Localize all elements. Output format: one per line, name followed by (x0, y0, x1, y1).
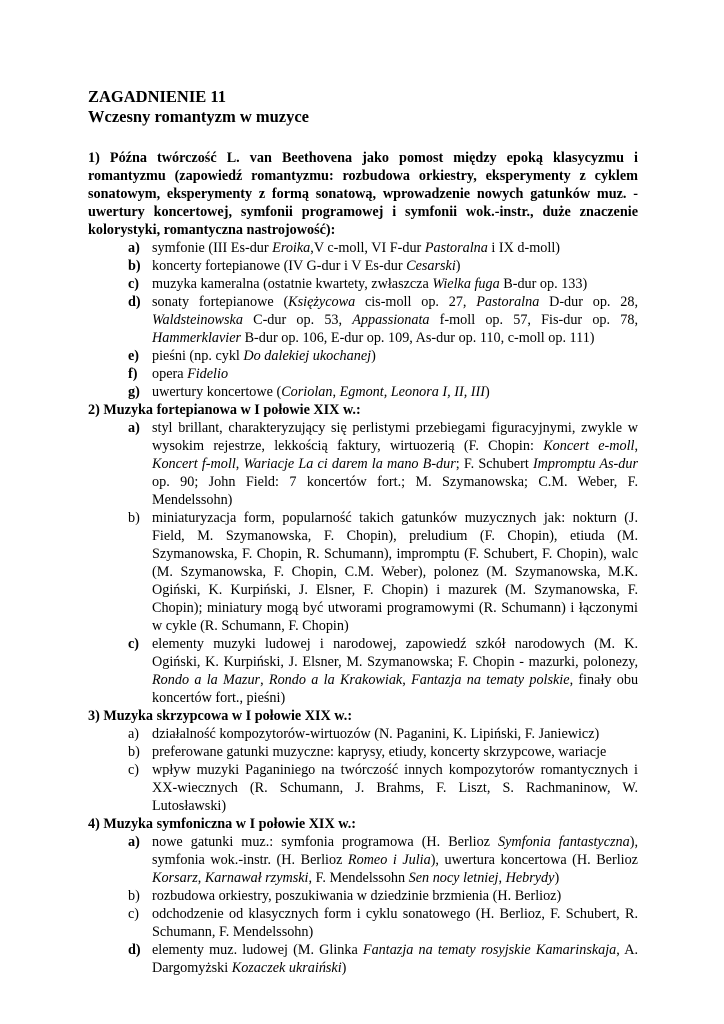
page-title: ZAGADNIENIE 11 (88, 87, 226, 106)
list-item-text: C-dur op. 53, (242, 312, 353, 328)
list-item-text: , finały obu koncertów fort., pieśni) (152, 672, 639, 706)
list-item-text: muzyka kameralna (ostatnie kwartety, zwłaszcza (152, 276, 433, 292)
list-item (88, 941, 638, 977)
list-item-text: ) (455, 258, 461, 274)
italic-work-title: Impromptu As-dur (532, 456, 638, 472)
list-item-text: odchodzenie od klasycznych form i cyklu sonatowego (H. Berlioz, F. Schubert, R. Schumann, F. Mendelssohn) (152, 906, 638, 940)
italic-work-title: Romeo i Julia (347, 852, 431, 868)
list-item-marker: b) (128, 888, 140, 904)
list-item-text: styl brillant, charakteryzujący się perlistymi przebiegami figuracyjnymi, zwykle w wysokim rejestrze, lekkością faktury, wirtuozerią (F. Chopin: (152, 420, 638, 454)
italic-work-title: Wariacje La ci darem la mano B-dur (243, 456, 456, 472)
list-item (88, 887, 638, 905)
section-item-list (88, 419, 638, 707)
list-item-text: op. 90; John Field: 7 koncertów fort.; M. Szymanowska; C.M. Weber, F. Mendelssohn) (152, 474, 638, 508)
list-item-text: nowe gatunki muz.: symfonia programowa (H. Berlioz (152, 834, 498, 850)
list-item-marker: b) (128, 510, 140, 526)
list-item-text: B-dur op. 106, E-dur op. 109, As-dur op. 110, c-moll op. 111) (241, 330, 595, 346)
list-item-text: , F. Mendelssohn (308, 870, 409, 886)
list-item-text: f-moll op. 57, Fis-dur op. 78, (429, 312, 638, 328)
italic-work-title: Appassionata (352, 312, 430, 328)
document-page (88, 87, 638, 977)
list-item-marker: c) (128, 762, 140, 778)
list-item-text: ) (371, 348, 376, 364)
list-item-text: , (197, 870, 205, 886)
italic-work-title: Wielka fuga (432, 276, 500, 292)
list-item-text: uwertury koncertowe ( (152, 384, 282, 400)
section-item-list (88, 239, 638, 401)
section (88, 149, 638, 401)
list-item-text: pieśni (np. cykl (152, 348, 244, 364)
list-item (88, 293, 638, 347)
italic-work-title: Koncert e-moll (543, 438, 635, 454)
list-item-marker: a) (128, 420, 140, 436)
italic-work-title: Pastoralna (424, 240, 488, 256)
list-item-text: ) (341, 960, 347, 976)
list-item-text: B-dur op. 133) (499, 276, 588, 292)
list-item-text: elementy muzyki ludowej i narodowej, zapowiedź szkół narodowych (M. K. Ogiński, K. Kurpiński, J. Elsner, M. Szymanowska; F. Chopin - mazurki, polonezy, (152, 636, 638, 670)
list-item-text: ), symfonia wok.-instr. (H. Berlioz (152, 834, 638, 868)
italic-work-title: Cesarski (406, 258, 456, 274)
list-item (88, 275, 638, 293)
list-item-text: cis-moll op. 27, (355, 294, 477, 310)
list-item (88, 383, 638, 401)
italic-work-title: Rondo a la Mazur (152, 672, 261, 688)
list-item-marker: b) (128, 744, 140, 760)
italic-work-title: Karnawał rzymski (204, 870, 309, 886)
list-item-marker: g) (128, 384, 140, 400)
list-item-marker: e) (128, 348, 140, 364)
list-item-text: , (260, 672, 269, 688)
list-item-text: ) (484, 384, 490, 400)
list-item-text: , (332, 384, 340, 400)
list-item-marker: a) (128, 834, 140, 850)
list-item-marker: c) (128, 636, 140, 652)
list-item-marker: c) (128, 276, 140, 292)
list-item-marker: d) (128, 294, 141, 310)
italic-work-title: Rondo a la Krakowiak (268, 672, 403, 688)
list-item (88, 761, 638, 815)
list-item (88, 365, 638, 383)
italic-work-title: Hammerklavier (152, 330, 242, 346)
list-item-text: i IX d-moll) (487, 240, 560, 256)
list-item-text: sonaty fortepianowe ( (152, 294, 289, 310)
title-spacer (88, 127, 638, 149)
italic-work-title: Waldsteinowska (152, 312, 243, 328)
list-item-text: opera (152, 366, 188, 382)
section-heading: 3) Muzyka skrzypcowa w I połowie XIX w.: (88, 708, 353, 724)
list-item-text: miniaturyzacja form, popularność takich gatunków muzycznych jak: nokturn (J. Field, M. Szymanowska, F. Chopin), preludium (F. Chopin), etiuda (M. Szymanowska, F. Chopin, R. Schumann), impromptu (F. Schubert, F. Chopin), walc (M. Szymanowska, F. Chopin, C.M. Weber), polonez (M. Szymanowska, M.K. Ogiński, K. Kurpiński, J. Elsner, F. Chopin) i mazurek (M. Szymanowska, F. Chopin); miniatury mogą być utworami programowymi (R. Schumann) i łączonymi w cykle (R. Schumann, F. Chopin) (152, 510, 638, 634)
list-item-text: elementy muz. ludowej (M. Glinka (152, 942, 363, 958)
list-item-text: wpływ muzyki Paganiniego na twórczość innych kompozytorów romantycznych i XX-wiecznych (R. Schumann, J. Brahms, F. Liszt, S. Rachmaninow, W. Lutosławski) (152, 762, 638, 814)
italic-work-title: Pastoralna (476, 294, 540, 310)
italic-work-title: Fantazja na tematy rosyjskie Kamarinskaja (362, 942, 617, 958)
list-item-text: ), uwertura koncertowa (H. Berlioz (430, 852, 638, 868)
list-item (88, 239, 638, 257)
list-item-text: , (402, 672, 412, 688)
italic-work-title: Koncert f-moll (152, 456, 236, 472)
list-item-text: rozbudowa orkiestry, poszukiwania w dziedzinie brzmienia (H. Berlioz) (152, 888, 562, 904)
section-heading: 1) Późna twórczość L. van Beethovena jako pomost między epoką klasycyzmu i romantyzmu (zapowiedź romantyzmu: rozbudowa orkiestry, eksperymenty z cyklem sonatowym, eksperymenty z formą sonatową, wprowadzenie nowych gatunków muz. - uwertury koncertowej, symfonii programowej i symfonii wok.-instr., duże znaczenie kolorystyki, romantyczna nastrojowość): (88, 150, 638, 238)
section-item-list (88, 725, 638, 815)
list-item-text: koncerty fortepianowe (IV G-dur i V Es-dur (152, 258, 407, 274)
italic-work-title: Księżycowa (288, 294, 356, 310)
section-item-list (88, 833, 638, 977)
list-item-text: ) (554, 870, 560, 886)
list-item-text: ; F. Schubert (455, 456, 533, 472)
list-item (88, 743, 638, 761)
list-item-text: , (634, 438, 638, 454)
italic-work-title: Kozaczek ukraiński (231, 960, 342, 976)
list-item-text: , A. Dargomyżski (152, 942, 638, 976)
italic-work-title: Fantazja na tematy polskie (411, 672, 570, 688)
sections-container (88, 149, 638, 977)
list-item-text: symfonie (III Es-dur (152, 240, 273, 256)
italic-work-title: Coriolan (281, 384, 333, 400)
italic-work-title: Symfonia fantastyczna (497, 834, 630, 850)
list-item-text: działalność kompozytorów-wirtuozów (N. Paganini, K. Lipiński, F. Janiewicz) (152, 726, 600, 742)
italic-work-title: Eroika (272, 240, 311, 256)
section (88, 401, 638, 707)
list-item-marker: f) (128, 366, 138, 382)
list-item (88, 509, 638, 635)
section-heading: 4) Muzyka symfoniczna w I połowie XIX w.: (88, 816, 356, 832)
list-item (88, 419, 638, 509)
list-item (88, 833, 638, 887)
list-item-text: preferowane gatunki muzyczne: kaprysy, etiudy, koncerty skrzypcowe, wariacje (152, 744, 607, 760)
section-heading: 2) Muzyka fortepianowa w I połowie XIX w.: (88, 402, 361, 418)
italic-work-title: Do dalekiej ukochanej (243, 348, 372, 364)
list-item-marker: b) (128, 258, 141, 274)
section (88, 707, 638, 815)
italic-work-title: Korsarz (152, 870, 198, 886)
list-item (88, 257, 638, 275)
italic-work-title: Fidelio (187, 366, 229, 382)
italic-work-title: Egmont, Leonora I, II, III (339, 384, 485, 400)
list-item-text: , (498, 870, 506, 886)
list-item (88, 347, 638, 365)
list-item-marker: c) (128, 906, 140, 922)
italic-work-title: Sen nocy letniej (408, 870, 499, 886)
list-item (88, 905, 638, 941)
list-item-marker: a) (128, 240, 140, 256)
list-item-text: ,V c-moll, VI F-dur (310, 240, 425, 256)
list-item-text: , (235, 456, 244, 472)
section (88, 815, 638, 977)
list-item (88, 725, 638, 743)
list-item-marker: d) (128, 942, 141, 958)
italic-work-title: Hebrydy (505, 870, 555, 886)
list-item-text: D-dur op. 28, (539, 294, 638, 310)
list-item (88, 635, 638, 707)
list-item-marker: a) (128, 726, 140, 742)
page-subtitle: Wczesny romantyzm w muzyce (88, 107, 310, 126)
